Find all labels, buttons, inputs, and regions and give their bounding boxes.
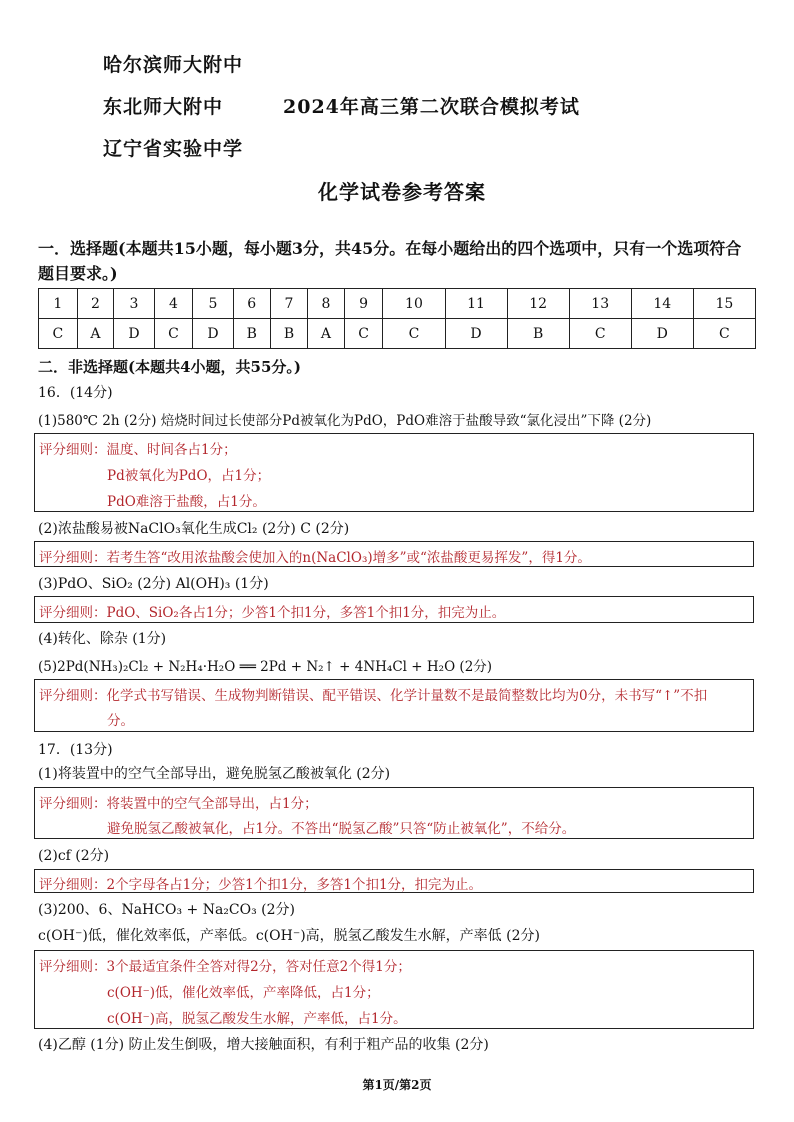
q16-rubric-1 xyxy=(34,433,754,512)
table-cell: 12 xyxy=(507,289,569,319)
rubric-line: 评分细则：温度、时间各占1分； xyxy=(39,442,237,458)
table-cell: B xyxy=(270,319,307,349)
q16-part1: (1)580℃ 2h (2分) 焙烧时间过长使部分Pd被氧化为PdO，PdO难溶于盐酸导致“氯化浸出”下降 (2分) xyxy=(38,413,652,429)
table-cell: C xyxy=(39,319,78,349)
table-cell: D xyxy=(631,319,693,349)
rubric-line: 评分细则：2个字母各占1分；少答1个扣1分，多答1个扣1分，扣完为止。 xyxy=(39,877,483,893)
page-number: 第1页/第2页 xyxy=(362,1078,432,1092)
table-cell: B xyxy=(233,319,270,349)
school-name-1: 哈尔滨师大附中 xyxy=(103,54,244,76)
school-name-2: 东北师大附中 xyxy=(103,96,224,118)
rubric-line: Pd被氧化为PdO，占1分； xyxy=(107,468,271,484)
table-cell: 10 xyxy=(383,289,445,319)
table-cell: B xyxy=(507,319,569,349)
table-cell: C xyxy=(569,319,631,349)
rubric-line: c(OH⁻)高，脱氢乙酸发生水解，产率低，占1分。 xyxy=(107,1011,407,1027)
q17-part3-explanation: c(OH⁻)低，催化效率低，产率低。c(OH⁻)高，脱氢乙酸发生水解，产率低 (2分) xyxy=(38,928,540,944)
q16-part5: (5)2Pd(NH₃)₂Cl₂ + N₂H₄·H₂O ══ 2Pd + N₂↑ + 4NH₄Cl + H₂O (2分) xyxy=(38,659,493,675)
table-cell: C xyxy=(693,319,755,349)
school-name-3: 辽宁省实验中学 xyxy=(103,138,244,160)
rubric-line: 评分细则：化学式书写错误、生成物判断错误、配平错误、化学计量数不是最简整数比均为0分，未书写“↑”不扣 xyxy=(39,688,708,704)
table-cell: C xyxy=(344,319,383,349)
q17-rubric-3 xyxy=(34,950,754,1029)
q17-part4: (4)乙醇 (1分) 防止发生倒吸，增大接触面积，有利于粗产品的收集 (2分) xyxy=(38,1037,489,1053)
q16-part4: (4)转化、除杂 (1分) xyxy=(38,631,167,647)
rubric-line: 评分细则：PdO、SiO₂各占1分；少答1个扣1分，多答1个扣1分，扣完为止。 xyxy=(39,605,506,621)
table-cell: 4 xyxy=(154,289,193,319)
rubric-line: c(OH⁻)低，催化效率低，产率降低，占1分； xyxy=(107,985,380,1001)
table-cell: 15 xyxy=(693,289,755,319)
table-cell: 14 xyxy=(631,289,693,319)
rubric-line: 评分细则：将装置中的空气全部导出，占1分； xyxy=(39,796,318,812)
table-cell: C xyxy=(383,319,445,349)
q16-head: 16．(14分) xyxy=(38,385,113,401)
q16-rubric-5 xyxy=(34,679,754,732)
rubric-line: PdO难溶于盐酸，占1分。 xyxy=(107,494,266,510)
table-cell: 3 xyxy=(114,289,154,319)
rubric-line: 评分细则：3个最适宜条件全答对得2分，答对任意2个得1分； xyxy=(39,959,411,975)
section2-title: 二．非选择题(本题共4小题，共55分。) xyxy=(38,358,302,376)
table-cell: A xyxy=(308,319,345,349)
rubric-line: 分。 xyxy=(107,713,134,729)
q17-head: 17．(13分) xyxy=(38,742,113,758)
table-cell: 5 xyxy=(193,289,233,319)
q17-part2: (2)cf (2分) xyxy=(38,848,110,864)
q17-part3: (3)200、6、NaHCO₃ + Na₂CO₃ (2分) xyxy=(38,902,295,918)
table-cell: 1 xyxy=(39,289,78,319)
section1-title-line2: 题目要求。) xyxy=(38,264,118,283)
table-cell: 6 xyxy=(233,289,270,319)
q17-rubric-1 xyxy=(34,787,754,839)
table-cell: 2 xyxy=(77,289,114,319)
table-cell: C xyxy=(154,319,193,349)
table-cell: 11 xyxy=(445,289,507,319)
rubric-line: 避免脱氢乙酸被氧化，占1分。不答出“脱氢乙酸”只答“防止被氧化”，不给分。 xyxy=(107,821,576,837)
answer-table-numbers-row xyxy=(39,289,756,319)
table-cell: D xyxy=(445,319,507,349)
table-cell: D xyxy=(193,319,233,349)
table-cell: 9 xyxy=(344,289,383,319)
q16-part2: (2)浓盐酸易被NaClO₃氧化生成Cl₂ (2分) C (2分) xyxy=(38,521,350,537)
table-cell: 8 xyxy=(308,289,345,319)
answer-table-answers-row xyxy=(39,319,756,349)
table-cell: 13 xyxy=(569,289,631,319)
table-cell: A xyxy=(77,319,114,349)
table-cell: D xyxy=(114,319,154,349)
q16-rubric-2 xyxy=(34,541,754,567)
subtitle: 化学试卷参考答案 xyxy=(318,180,486,204)
rubric-line: 评分细则：若考生答“改用浓盐酸会使加入的n(NaClO₃)增多”或“浓盐酸更易挥发”，得1分。 xyxy=(39,550,591,566)
table-cell: 7 xyxy=(270,289,307,319)
exam-title: 2024年高三第二次联合模拟考试 xyxy=(283,96,580,118)
q17-rubric-2 xyxy=(34,869,754,893)
section1-title-line1: 一．选择题(本题共15小题，每小题3分，共45分。在每小题给出的四个选项中，只有一个选项符合 xyxy=(38,239,742,258)
q16-part3: (3)PdO、SiO₂ (2分) Al(OH)₃ (1分) xyxy=(38,576,269,592)
answer-table xyxy=(38,288,756,349)
q16-rubric-3 xyxy=(34,596,754,623)
q17-part1: (1)将装置中的空气全部导出，避免脱氢乙酸被氧化 (2分) xyxy=(38,766,391,782)
